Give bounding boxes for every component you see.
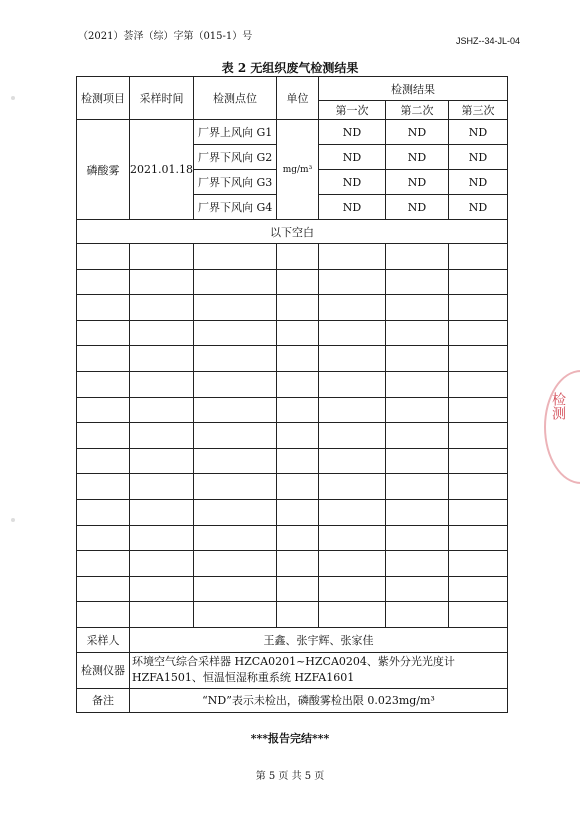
header-second: 第二次 — [385, 101, 448, 120]
empty-row — [77, 371, 508, 397]
document-number: （2021）荟泽（综）字第（015-1）号 — [78, 31, 253, 42]
seal-stamp-text: 检测 — [550, 392, 566, 420]
empty-row — [77, 576, 508, 602]
page-number: 第 5 页 共 5 页 — [255, 771, 325, 782]
empty-row — [77, 346, 508, 372]
header-first: 第一次 — [318, 101, 385, 120]
punch-hole — [11, 518, 15, 522]
empty-row — [77, 295, 508, 321]
punch-hole — [11, 96, 15, 100]
result-cell: ND — [318, 195, 385, 220]
empty-row — [77, 448, 508, 474]
empty-row — [77, 269, 508, 295]
header-unit: 单位 — [276, 77, 318, 120]
empty-row — [77, 551, 508, 577]
point-g3: 厂界下风向 G3 — [193, 170, 276, 195]
empty-row — [77, 474, 508, 500]
instruments-label: 检测仪器 — [77, 652, 130, 688]
result-cell: ND — [448, 120, 507, 145]
sampler-label: 采样人 — [77, 627, 130, 652]
blank-note: 以下空白 — [77, 220, 508, 244]
result-cell: ND — [448, 195, 507, 220]
result-cell: ND — [385, 170, 448, 195]
item-cell: 磷酸雾 — [77, 120, 130, 220]
empty-row — [77, 423, 508, 449]
empty-row — [77, 602, 508, 628]
header-item: 检测项目 — [77, 77, 130, 120]
header-time: 采样时间 — [130, 77, 194, 120]
result-cell: ND — [318, 145, 385, 170]
point-g2: 厂界下风向 G2 — [193, 145, 276, 170]
seal-stamp — [544, 370, 580, 484]
unit-cell: mg/m³ — [276, 120, 318, 220]
empty-row — [77, 244, 508, 270]
remarks-label: 备注 — [77, 688, 130, 712]
empty-row — [77, 499, 508, 525]
result-cell: ND — [448, 170, 507, 195]
sampler-value: 王鑫、张宇辉、张家佳 — [130, 627, 508, 652]
form-code: JSHZ--34-JL-04 — [455, 36, 520, 46]
header-third: 第三次 — [448, 101, 507, 120]
instruments-value: 环境空气综合采样器 HZCA0201~HZCA0204、紫外分光光度计 HZFA1501、恒温恒湿称重系统 HZFA1601 — [130, 652, 508, 688]
empty-row — [77, 320, 508, 346]
point-g1: 厂界上风向 G1 — [193, 120, 276, 145]
report-end-mark: ***报告完结*** — [250, 732, 330, 745]
result-cell: ND — [385, 195, 448, 220]
result-cell: ND — [318, 170, 385, 195]
result-cell: ND — [318, 120, 385, 145]
result-cell: ND — [385, 145, 448, 170]
point-g4: 厂界下风向 G4 — [193, 195, 276, 220]
result-cell: ND — [385, 120, 448, 145]
result-cell: ND — [448, 145, 507, 170]
header-result: 检测结果 — [318, 77, 507, 101]
remarks-value: “ND”表示未检出，磷酸雾检出限 0.023mg/m³ — [130, 688, 508, 712]
header-point: 检测点位 — [193, 77, 276, 120]
date-cell: 2021.01.18 — [130, 120, 194, 220]
table-title: 表 2 无组织废气检测结果 — [221, 61, 359, 75]
empty-row — [77, 397, 508, 423]
empty-row — [77, 525, 508, 551]
results-table — [76, 76, 508, 713]
